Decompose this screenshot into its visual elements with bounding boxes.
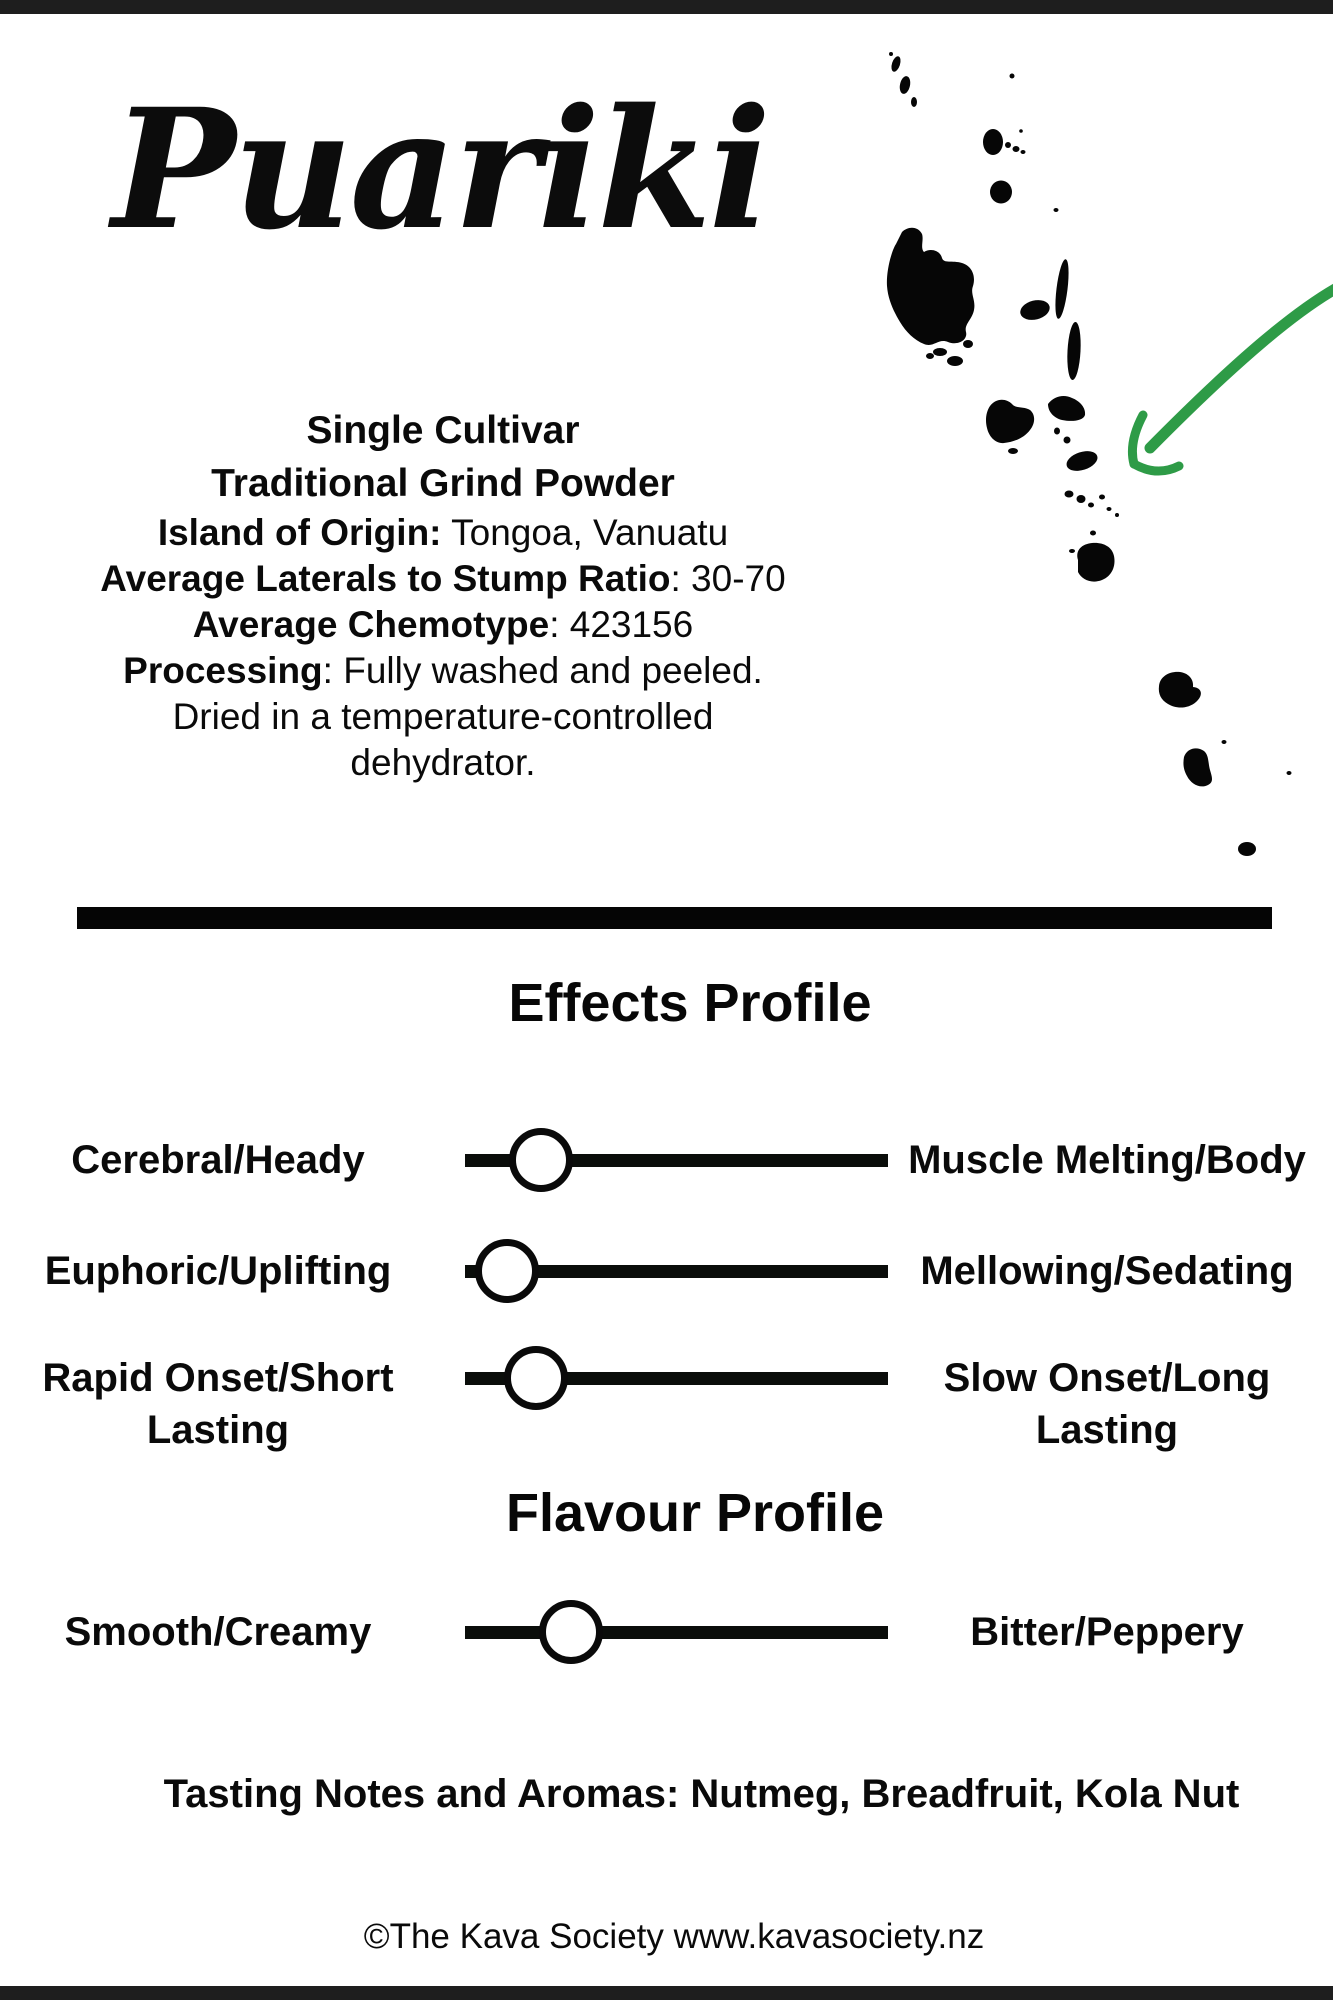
flavour-profile-heading: Flavour Profile bbox=[505, 1483, 885, 1543]
product-title: Puariki bbox=[111, 72, 769, 266]
scale-right-label bbox=[888, 1134, 1326, 1186]
chemotype-value: : 423156 bbox=[549, 604, 694, 645]
processing-line bbox=[0, 648, 886, 694]
processing-line-3: dehydrator. bbox=[350, 742, 536, 783]
scale-right-line1: Muscle Melting/Body bbox=[908, 1138, 1306, 1182]
laterals-ratio-label: Average Laterals to Stump Ratio bbox=[100, 558, 671, 599]
origin-line bbox=[0, 510, 886, 556]
laterals-ratio-line bbox=[0, 556, 886, 602]
scale-marker bbox=[475, 1239, 539, 1303]
top-border-strip bbox=[0, 0, 1333, 14]
vanuatu-islands bbox=[887, 52, 1292, 856]
scale-right-line1: Bitter/Peppery bbox=[970, 1610, 1244, 1654]
scale-right-label bbox=[888, 1606, 1326, 1658]
chemotype-line bbox=[0, 602, 886, 648]
effects-profile-heading: Effects Profile bbox=[508, 973, 872, 1033]
scale-marker bbox=[539, 1600, 603, 1664]
scale-left-label bbox=[4, 1352, 432, 1456]
product-info-block bbox=[0, 404, 886, 786]
processing-label: Processing bbox=[123, 650, 323, 691]
scale-left-line1: Cerebral/Heady bbox=[71, 1138, 365, 1182]
origin-arrow-icon bbox=[1132, 282, 1333, 471]
cultivar-type-line: Single Cultivar bbox=[306, 409, 580, 452]
scale-right-line2: Lasting bbox=[1035, 1408, 1179, 1452]
grind-type-line: Traditional Grind Powder bbox=[211, 462, 675, 505]
scale-left-label bbox=[4, 1245, 432, 1297]
vanuatu-map bbox=[840, 20, 1333, 930]
scale-left-line1: Euphoric/Uplifting bbox=[44, 1249, 392, 1293]
scale-right-label bbox=[888, 1352, 1326, 1456]
scale-left-line1: Smooth/Creamy bbox=[64, 1610, 372, 1654]
scale-left-label bbox=[4, 1134, 432, 1186]
scale-marker bbox=[504, 1346, 568, 1410]
scale-left-label bbox=[4, 1606, 432, 1658]
laterals-ratio-value: : 30-70 bbox=[670, 558, 786, 599]
tasting-notes: Tasting Notes and Aromas: Nutmeg, Breadfruit, Kola Nut bbox=[163, 1772, 1240, 1816]
processing-line-2: Dried in a temperature-controlled bbox=[172, 696, 714, 737]
scale-right-label bbox=[888, 1245, 1326, 1297]
origin-label: Island of Origin: bbox=[157, 512, 442, 553]
bottom-border-strip bbox=[0, 1986, 1333, 2000]
chemotype-label: Average Chemotype bbox=[192, 604, 550, 645]
scale-right-line1: Mellowing/Sedating bbox=[920, 1249, 1294, 1293]
scale-marker bbox=[509, 1128, 573, 1192]
scale-left-line2: Lasting bbox=[146, 1408, 290, 1452]
scale-bar bbox=[465, 1626, 888, 1639]
effects-row-onset bbox=[0, 1345, 1333, 1475]
copyright-footer: ©The Kava Society www.kavasociety.nz bbox=[363, 1917, 985, 1956]
origin-value: Tongoa, Vanuatu bbox=[441, 512, 729, 553]
scale-left-line1: Rapid Onset/Short bbox=[42, 1356, 394, 1400]
processing-value: : Fully washed and peeled. bbox=[322, 650, 763, 691]
section-divider bbox=[77, 907, 1272, 929]
scale-right-line1: Slow Onset/Long bbox=[943, 1356, 1271, 1400]
flavour-row-taste bbox=[0, 1599, 1333, 1729]
